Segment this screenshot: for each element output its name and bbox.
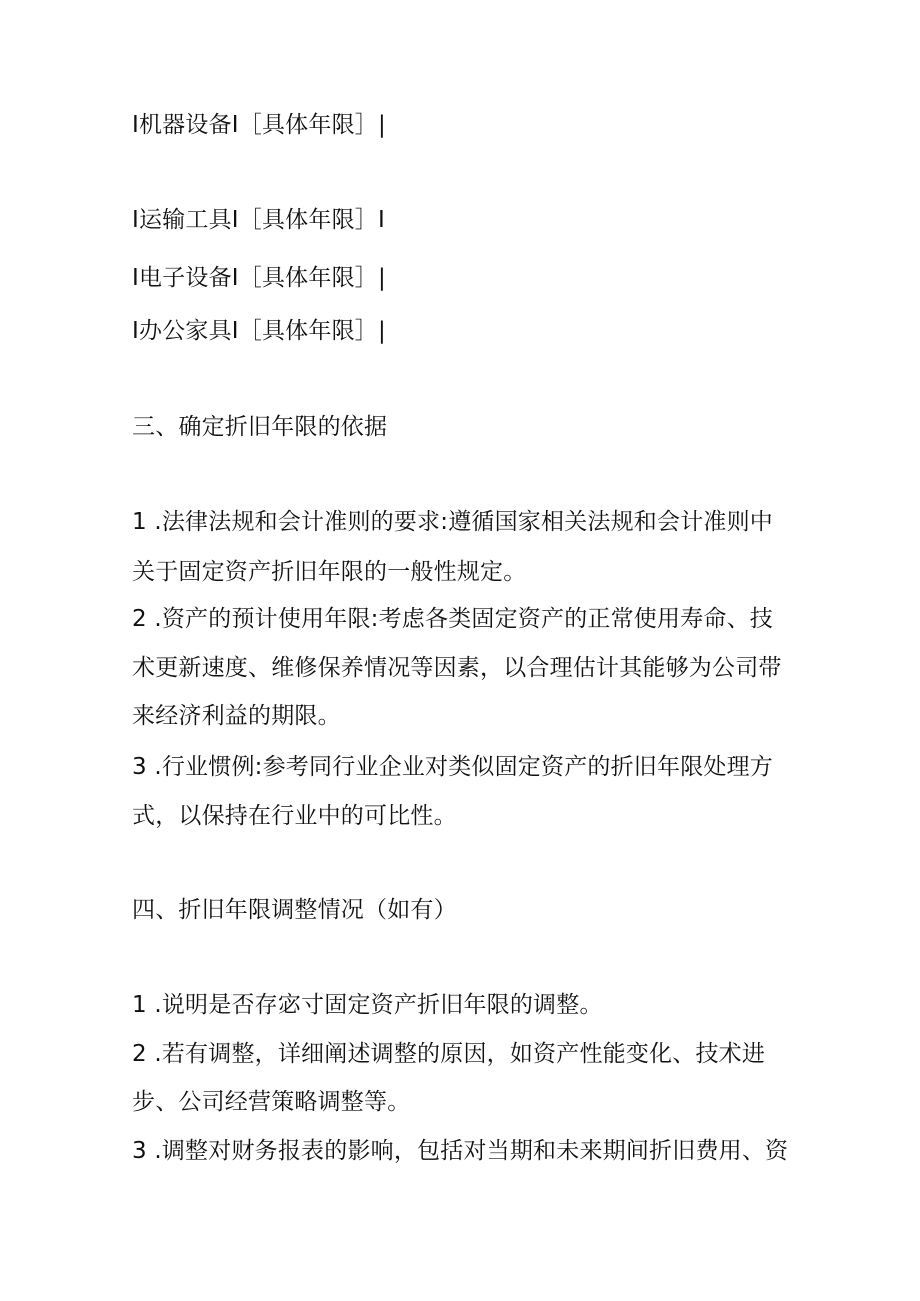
- paragraph-line: 术更新速度、维修保养情况等因素，以合理估计其能够为公司带: [132, 655, 782, 681]
- paragraph-line: 来经济利益的期限。: [132, 703, 341, 729]
- section-heading: 三、确定折旧年限的依据: [132, 414, 388, 440]
- table-row: I运输工具I［具体年限］I: [132, 207, 385, 233]
- table-row: I电子设备I［具体年限］|: [132, 265, 386, 291]
- paragraph-line: 式，以保持在行业中的可比性。: [132, 803, 457, 829]
- paragraph-line: 关于固定资产折旧年限的一般性规定。: [132, 559, 527, 585]
- paragraph-line: 3 .行业惯例:参考同行业企业对类似固定资产的折旧年限处理方: [132, 754, 774, 780]
- paragraph-line: 2 .若有调整，详细阐述调整的原因，如资产性能变化、技术进: [132, 1041, 766, 1067]
- paragraph-line: 步、公司经营策略调整等。: [132, 1089, 411, 1115]
- section-heading: 四、折旧年限调整情况（如有）: [132, 897, 457, 923]
- paragraph-line: 1 .法律法规和会计准则的要求:遵循国家相关法规和会计准则中: [132, 509, 774, 535]
- paragraph-line: 1 .说明是否存宓寸固定资产折旧年限的调整。: [132, 992, 603, 1018]
- table-row: I办公家具I［具体年限］|: [132, 318, 386, 344]
- table-row: I机器设备I［具体年限］|: [132, 112, 386, 138]
- paragraph-line: 2 .资产的预计使用年限:考虑各类固定资产的正常使用寿命、技: [132, 606, 774, 632]
- paragraph-line: 3 .调整对财务报表的影响，包括对当期和未来期间折旧费用、资: [132, 1138, 789, 1164]
